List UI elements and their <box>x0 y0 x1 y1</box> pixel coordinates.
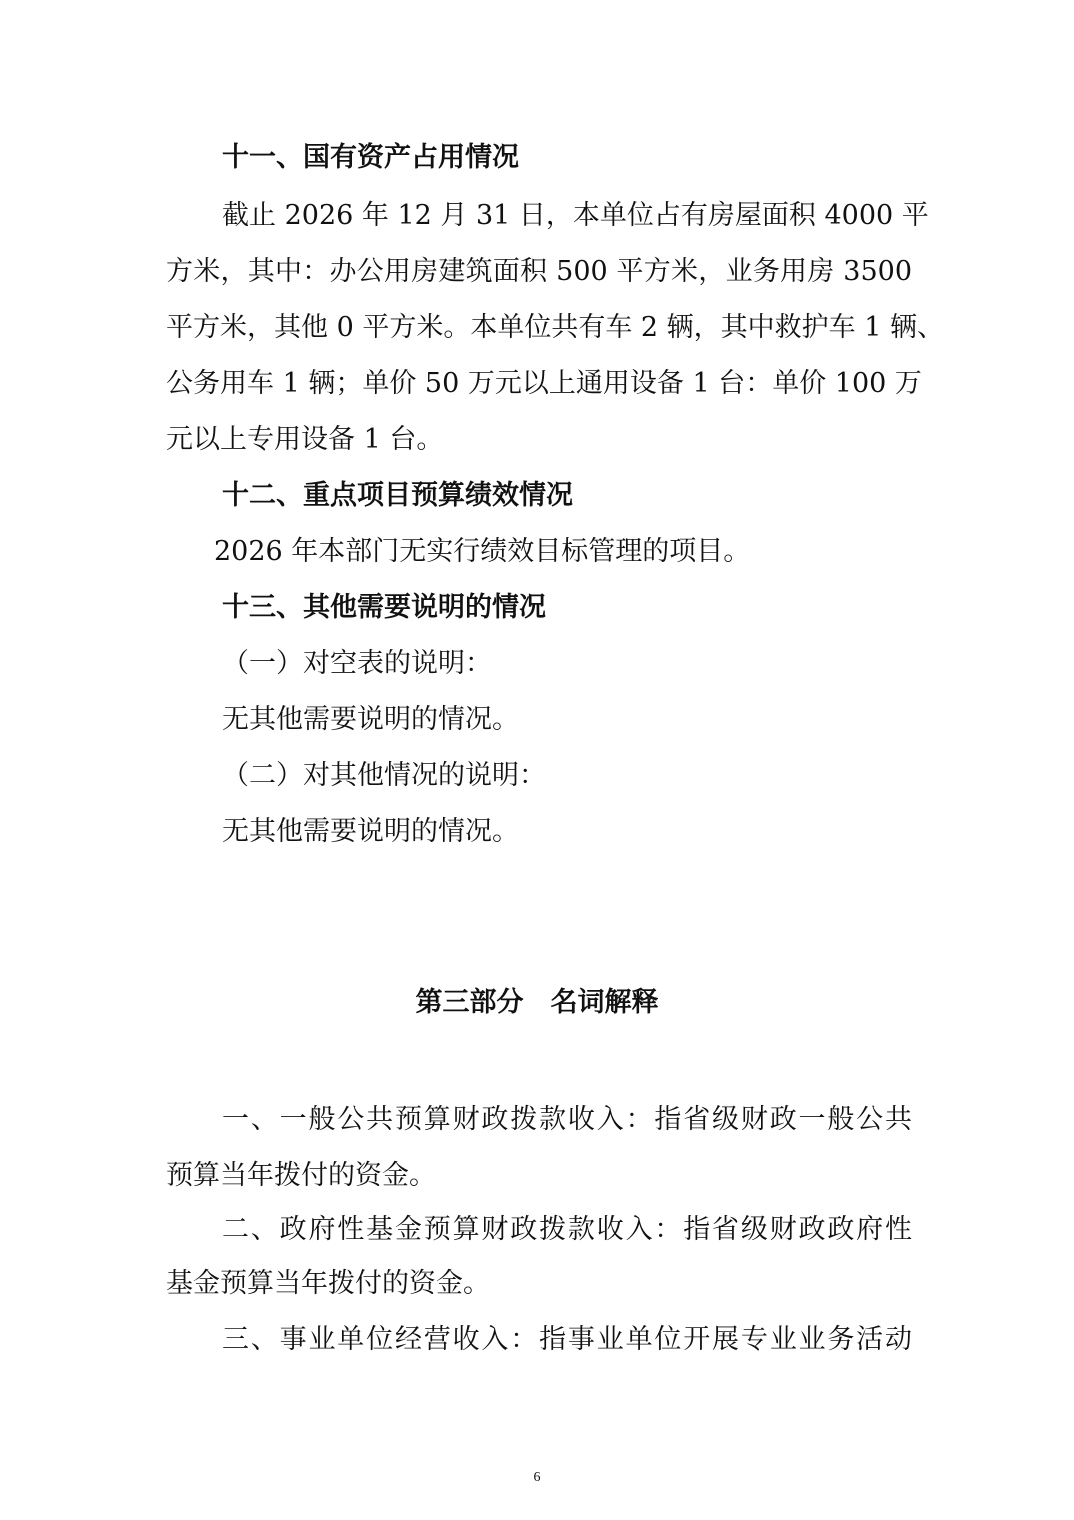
term-1-line-1: 一、一般公共预算财政拨款收入：指省级财政一般公共 <box>222 1104 912 1135</box>
section-13-sub1-text: 无其他需要说明的情况。 <box>222 704 519 735</box>
section-11-line-3: 平方米，其他 0 平方米。本单位共有车 2 辆，其中救护车 1 辆、 <box>166 312 945 343</box>
section-11-heading: 十一、国有资产占用情况 <box>222 142 519 173</box>
section-13-sub2: （二）对其他情况的说明： <box>222 760 546 791</box>
section-11-line-4: 公务用车 1 辆；单价 50 万元以上通用设备 1 台：单价 100 万 <box>166 368 922 399</box>
page-number: 6 <box>533 1470 541 1485</box>
section-13-sub2-text: 无其他需要说明的情况。 <box>222 816 519 847</box>
term-3-line-1: 三、事业单位经营收入：指事业单位开展专业业务活动 <box>222 1324 912 1355</box>
section-11-line-2: 方米，其中：办公用房建筑面积 500 平方米，业务用房 3500 <box>166 256 912 287</box>
section-12-heading: 十二、重点项目预算绩效情况 <box>222 480 573 511</box>
section-11-line-1: 截止 2026 年 12 月 31 日，本单位占有房屋面积 4000 平 <box>222 200 929 231</box>
section-13-sub1: （一）对空表的说明： <box>222 648 492 679</box>
term-2-line-2: 基金预算当年拨付的资金。 <box>166 1268 490 1299</box>
section-13-heading: 十三、其他需要说明的情况 <box>222 592 546 623</box>
section-11-line-5: 元以上专用设备 1 台。 <box>166 424 444 455</box>
part-3-title: 第三部分 名词解释 <box>415 987 659 1018</box>
term-2-line-1: 二、政府性基金预算财政拨款收入：指省级财政政府性 <box>222 1214 912 1245</box>
section-12-text: 2026 年本部门无实行绩效目标管理的项目。 <box>214 536 751 567</box>
term-1-line-2: 预算当年拨付的资金。 <box>166 1160 436 1191</box>
